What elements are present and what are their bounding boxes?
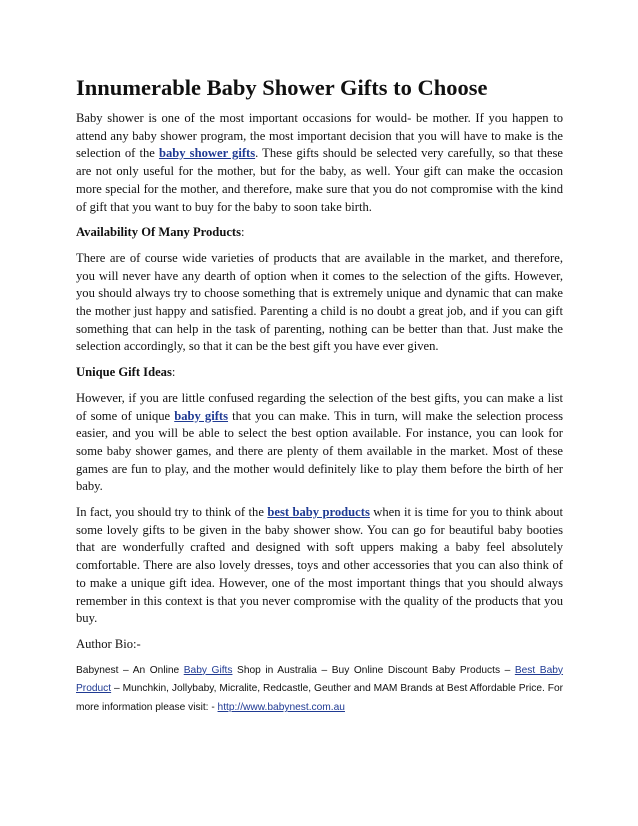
unique-paragraph <box>76 390 563 496</box>
bio-baby-gifts-link[interactable]: Baby Gifts <box>183 664 233 676</box>
author-bio <box>76 662 563 718</box>
products-paragraph <box>76 504 563 628</box>
section-heading-unique <box>76 364 563 382</box>
author-bio-label: Author Bio:- <box>76 636 141 651</box>
bio-website-link[interactable]: http://www.babynest.com.au <box>217 701 345 713</box>
unique-heading-suffix: : <box>171 365 176 380</box>
bio-part2: Shop in Australia – Buy Online Discount Baby Products – <box>232 664 515 676</box>
best-baby-products-link[interactable]: best baby products <box>267 505 370 520</box>
unique-text-before: However, if you are little confused regarding the selection of the best gifts, you can make a list of some of unique <box>76 390 563 423</box>
bio-best-baby-product-link[interactable]: Best Baby Product <box>76 664 564 695</box>
products-text-after: when it is time for you to think about some lovely gifts to be given in the baby shower show. You can go for beautiful baby booties that are wonderfully crafted and designed with soft uppers making a baby feel absolutely comfortable. There are also lovely dresses, toys and other accessories that you can also think of to make a unique gift idea. However, one of the most important things that you should always remember in this context is that you never compromise with the quality of the products that you buy. <box>76 505 563 626</box>
intro-text-before: Baby shower is one of the most important occasions for would- be mother. If you happen to attend any baby shower program, the most important decision that you will have to make is the selection of the <box>76 111 563 161</box>
document-page <box>76 74 563 717</box>
products-text-before: In fact, you should try to think of the <box>76 505 268 520</box>
unique-heading-text: Unique Gift Ideas <box>76 365 172 380</box>
baby-gifts-link[interactable]: baby gifts <box>174 408 229 423</box>
bio-part1: Babynest – An Online <box>76 664 184 676</box>
availability-heading-suffix: : <box>241 225 245 240</box>
availability-paragraph: There are of course wide varieties of products that are available in the market, and therefore, you will never have any dearth of option when it comes to the selection of the gifts. However, you should always try to choose something that is extremely unique and dynamic that can make the mother just happy and satisfied. Parenting a child is no doubt a great job, and if you can gift something that can help in the task of parenting, nothing can be better than that. Just make the selection accordingly, so that it can be the best gift you have ever given. <box>76 250 563 354</box>
unique-text-after: that you can make. This in turn, will make the selection process easier, and you will be able to select the best option available. For instance, you can look for some baby shower games, and there are plenty of them available in the market. Most of these games are fun to play, and the mother would definitely like to play them before the birth of her baby. <box>76 408 564 494</box>
intro-text-after: . These gifts should be selected very carefully, so that these are not only useful for the mother, but for the baby, as well. Your gift can make the occasion more special for the mother, and therefore, make sure that you do not compromise with the kind of gift that you want to buy for the baby to soon take birth. <box>76 146 564 214</box>
bio-part3: – Munchkin, Jollybaby, Micralite, Redcastle, Geuther and MAM Brands at Best Affordable Price. For more information please visit: - <box>76 683 563 713</box>
document-title: Innumerable Baby Shower Gifts to Choose <box>76 75 488 100</box>
intro-paragraph <box>76 110 563 216</box>
availability-heading-text: Availability Of Many Products <box>76 225 242 240</box>
baby-shower-gifts-link[interactable]: baby shower gifts <box>158 146 256 161</box>
section-heading-availability <box>76 224 563 242</box>
